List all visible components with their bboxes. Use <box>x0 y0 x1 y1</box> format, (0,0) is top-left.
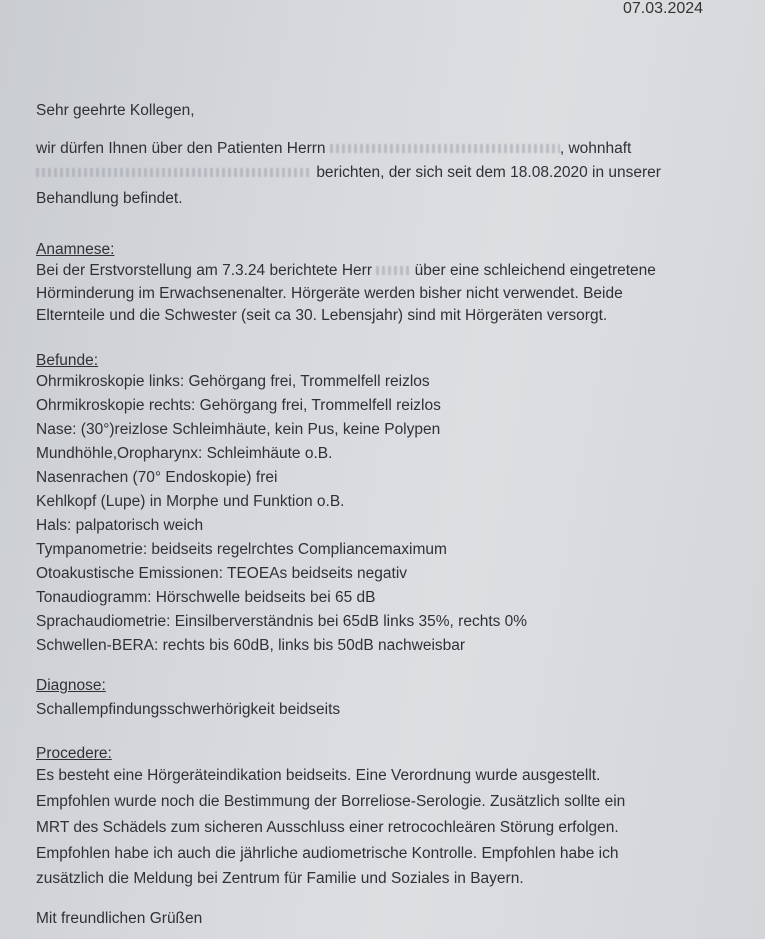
intro-line-1 <box>36 140 631 158</box>
intro-text: , wohnhaft <box>559 140 632 157</box>
redacted-name <box>330 144 560 153</box>
intro-text: wir dürfen Ihnen über den Patienten Herrn <box>36 140 326 157</box>
procedere-line: Es besteht eine Hörgeräteindikation beidseits. Eine Verordnung wurde ausgestellt. <box>36 767 601 784</box>
salutation: Sehr geehrte Kollegen, <box>36 102 195 119</box>
anamnese-line-1 <box>36 262 656 280</box>
procedere-line: Empfohlen habe ich auch die jährliche audiometrische Kontrolle. Empfohlen habe ich <box>36 845 619 862</box>
befunde-item: Otoakustische Emissionen: TEOEAs beidseits negativ <box>36 565 408 582</box>
befunde-item: Tonaudiogramm: Hörschwelle beidseits bei 65 dB <box>36 589 376 606</box>
procedere-line: zusätzlich die Meldung bei Zentrum für Familie und Soziales in Bayern. <box>36 870 524 887</box>
procedere-line: MRT des Schädels zum sicheren Ausschluss einer retrocochleären Störung erfolgen. <box>36 819 619 836</box>
closing: Mit freundlichen Grüßen <box>36 910 203 927</box>
befunde-item: Kehlkopf (Lupe) in Morphe und Funktion o.B. <box>36 493 345 510</box>
procedere-line: Empfohlen wurde noch die Bestimmung der Borreliose-Serologie. Zusätzlich sollte ein <box>36 793 626 810</box>
befunde-item: Ohrmikroskopie rechts: Gehörgang frei, Trommelfell reizlos <box>36 397 441 414</box>
befunde-item: Sprachaudiometrie: Einsilberverständnis bei 65dB links 35%, rechts 0% <box>36 613 528 630</box>
befunde-heading: Befunde: <box>36 352 99 369</box>
intro-line-3: Behandlung befindet. <box>36 190 183 207</box>
anamnese-line-2: Hörminderung im Erwachsenenalter. Hörgeräte werden bisher nicht verwendet. Beide <box>36 285 623 302</box>
procedere-heading: Procedere: <box>36 745 112 762</box>
anamnese-text: Bei der Erstvorstellung am 7.3.24 berichtete Herr <box>36 262 372 279</box>
befunde-item: Nase: (30°)reizlose Schleimhäute, kein Pus, keine Polypen <box>36 421 441 438</box>
befunde-item: Mundhöhle,Oropharynx: Schleimhäute o.B. <box>36 445 333 462</box>
befunde-item: Nasenrachen (70° Endoskopie) frei <box>36 469 278 486</box>
letter-date: 07.03.2024 <box>623 0 704 17</box>
anamnese-line-3: Elternteile und die Schwester (seit ca 30. Lebensjahr) sind mit Hörgeräten versorgt. <box>36 307 608 324</box>
intro-line-2 <box>36 164 661 182</box>
diagnose-heading: Diagnose: <box>36 677 106 694</box>
befunde-item: Tympanometrie: beidseits regelrchtes Compliancemaximum <box>36 541 447 558</box>
anamnese-text: über eine schleichend eingetretene <box>414 262 656 279</box>
diagnose-text: Schallempfindungsschwerhörigkeit beidseits <box>36 701 341 718</box>
befunde-item: Schwellen-BERA: rechts bis 60dB, links bis 50dB nachweisbar <box>36 637 466 654</box>
anamnese-heading: Anamnese: <box>36 241 115 258</box>
redacted-name <box>376 266 410 275</box>
redacted-address <box>36 168 312 177</box>
befunde-item: Hals: palpatorisch weich <box>36 517 204 534</box>
befunde-item: Ohrmikroskopie links: Gehörgang frei, Trommelfell reizlos <box>36 373 430 390</box>
intro-text: berichten, der sich seit dem 18.08.2020 in unserer <box>316 164 661 181</box>
